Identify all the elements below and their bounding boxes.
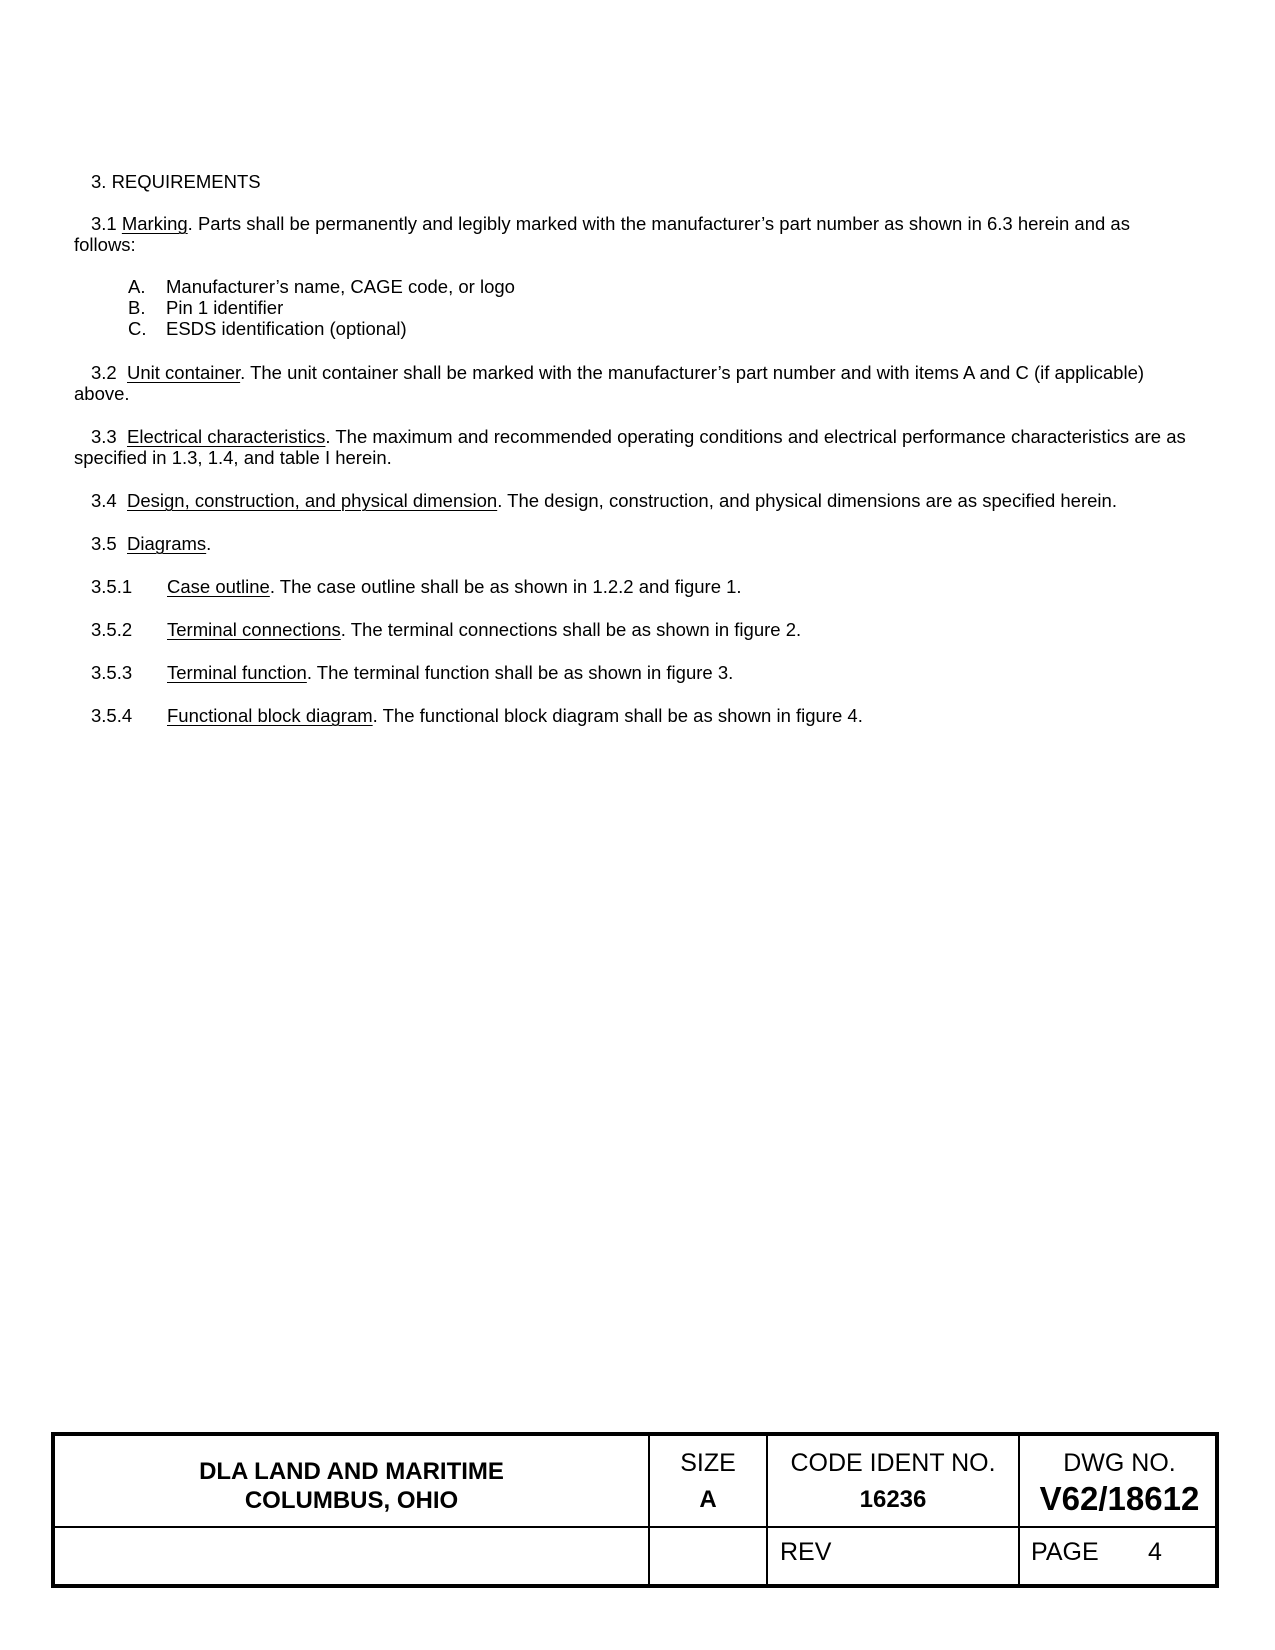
para-title: Functional block diagram [167,705,373,726]
para-title: Electrical characteristics [127,426,326,447]
para-text: . The functional block diagram shall be as shown in figure 4. [372,705,863,726]
para-title: Marking [121,213,188,234]
para-number: 3.2 [91,362,117,383]
paragraph-3-5 [91,533,211,555]
para-title: Unit container [127,362,241,383]
para-text: . The case outline shall be as shown in 1.2.2 and figure 1. [269,576,742,597]
list-label: C. [128,318,147,339]
section-heading: 3. REQUIREMENTS [91,171,261,192]
para-title: Diagrams [127,533,207,554]
divider [55,1526,1215,1528]
code-ident-value: 16236 [859,1486,927,1513]
page-label: PAGE [1031,1538,1099,1566]
dwg-no-value: V62/18612 [1039,1480,1200,1517]
code-ident-label: CODE IDENT NO. [790,1449,996,1477]
paragraph-3-2-cont: above. [74,383,130,404]
org-line-2: COLUMBUS, OHIO [244,1487,459,1514]
subparagraph-3-5-4 [91,705,863,727]
subparagraph-3-5-1 [91,576,742,598]
para-number: 3.3 [91,426,117,447]
paragraph-3-1 [91,213,1130,235]
rev-label: REV [780,1538,832,1566]
list-item [128,318,407,340]
para-title: Case outline [167,576,270,597]
paragraph-3-1-cont: follows: [74,234,136,255]
para-number: 3.5 [91,533,117,554]
para-number: 3.5.1 [91,576,133,597]
para-text: . Parts shall be permanently and legibly marked with the manufacturer’s part number as shown in 6.3 herein and as [187,213,1130,234]
size-label: SIZE [680,1449,736,1477]
paragraph-3-3-cont: specified in 1.3, 1.4, and table I herein. [74,447,392,468]
dwg-no-label: DWG NO. [1063,1449,1176,1477]
title-block [51,1432,1219,1588]
list-label: B. [128,297,146,318]
para-text: . The terminal connections shall be as shown in figure 2. [340,619,802,640]
paragraph-3-2 [91,362,1144,384]
paragraph-3-3 [91,426,1186,448]
para-number: 3.1 [91,213,117,234]
para-number: 3.5.3 [91,662,133,683]
para-title: Design, construction, and physical dimension [127,490,498,511]
para-text: . The design, construction, and physical dimensions are as specified herein. [497,490,1117,511]
para-text: . The unit container shall be marked with the manufacturer’s part number and with items A and C (if applicable) [240,362,1145,383]
para-number: 3.5.4 [91,705,133,726]
page-number: 4 [1148,1538,1162,1566]
para-title: Terminal function [167,662,307,683]
paragraph-3-4 [91,490,1117,512]
para-text: . [206,533,212,554]
list-item [128,297,284,319]
org-line-1: DLA LAND AND MARITIME [199,1458,504,1485]
list-label: A. [128,276,146,297]
para-number: 3.4 [91,490,117,511]
subparagraph-3-5-2 [91,619,802,641]
list-text: Pin 1 identifier [166,297,284,318]
para-text: . The terminal function shall be as shown in figure 3. [306,662,734,683]
para-number: 3.5.2 [91,619,133,640]
subparagraph-3-5-3 [91,662,734,684]
size-value: A [699,1486,717,1513]
org-name [55,1457,648,1515]
para-text: . The maximum and recommended operating conditions and electrical performance characteristics are as [325,426,1186,447]
list-item [128,276,515,298]
para-title: Terminal connections [167,619,341,640]
list-text: Manufacturer’s name, CAGE code, or logo [166,276,515,297]
list-text: ESDS identification (optional) [166,318,407,339]
